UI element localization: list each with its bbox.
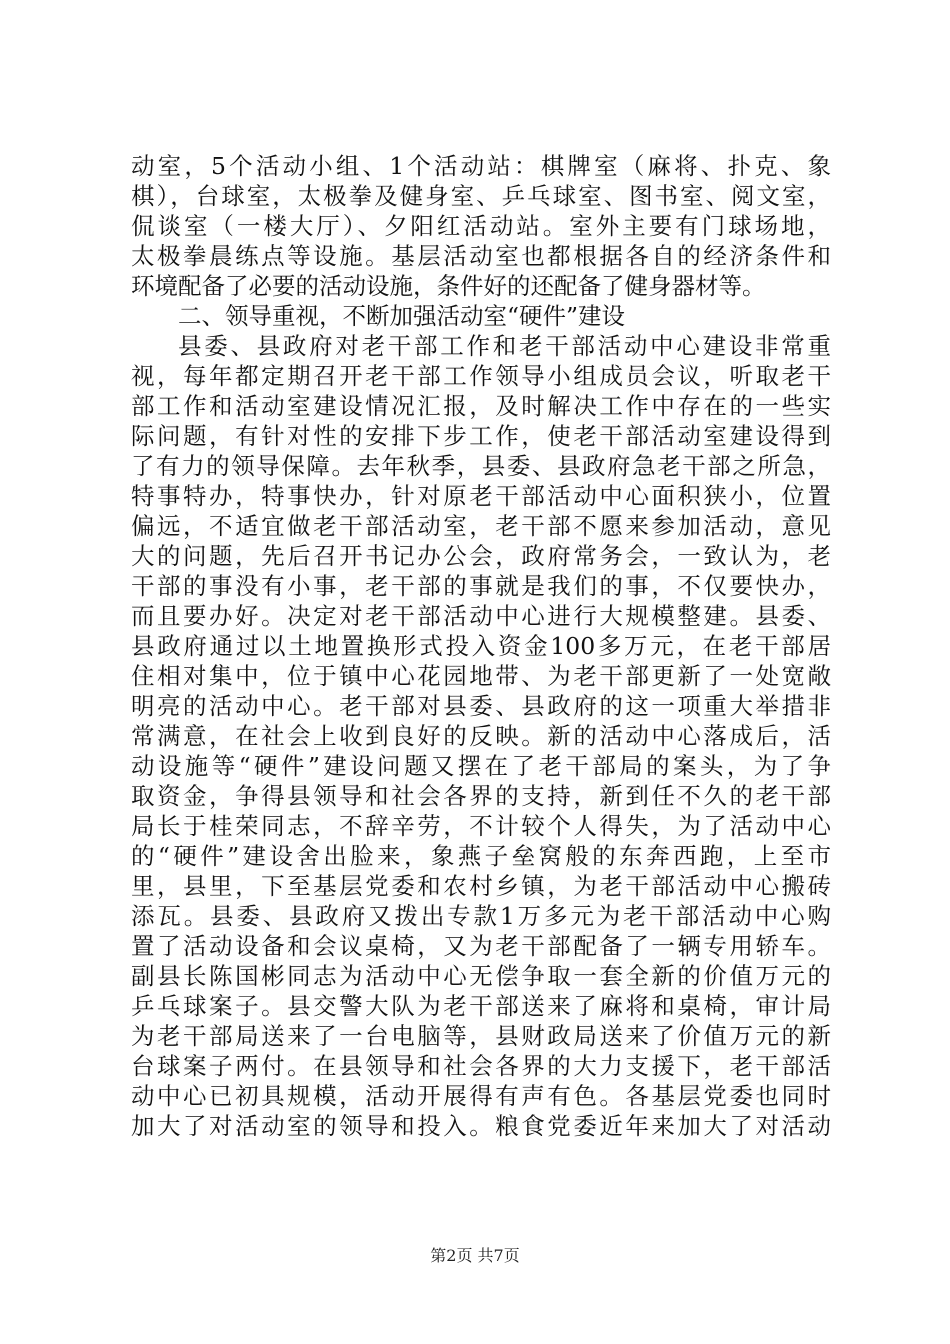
text-line: 棋），台球室，太极拳及健身室、乒乓球室、图书室、阅文室， [131, 182, 831, 210]
text-line: 明亮的活动中心。老干部对县委、县政府的这一项重大举措非 [131, 692, 831, 720]
text-line: 为老干部局送来了一台电脑等，县财政局送来了价值万元的新 [131, 1022, 831, 1050]
text-line: 而且要办好。决定对老干部活动中心进行大规模整建。县委、 [131, 602, 831, 630]
text-line: 乒乓球案子。县交警大队为老干部送来了麻将和桌椅，审计局 [131, 992, 831, 1020]
text-line: 加大了对活动室的领导和投入。粮食党委近年来加大了对活动 [131, 1112, 831, 1140]
text-line: 了有力的领导保障。去年秋季，县委、县政府急老干部之所急， [131, 452, 831, 480]
text-line: 县委、县政府对老干部工作和老干部活动中心建设非常重 [178, 332, 831, 360]
text-line: 部工作和活动室建设情况汇报，及时解决工作中存在的一些实 [131, 392, 831, 420]
text-line: 局长于桂荣同志，不辞辛劳，不计较个人得失，为了活动中心 [131, 812, 831, 840]
text-line: 县政府通过以土地置换形式投入资金100多万元，在老干部居 [131, 632, 831, 660]
text-line: 侃谈室（一楼大厅）、夕阳红活动站。室外主要有门球场地， [131, 212, 831, 240]
text-line: 的“硬件”建设舍出脸来，象燕子垒窝般的东奔西跑，上至市 [131, 842, 831, 870]
section-heading: 二、领导重视，不断加强活动室“硬件”建设 [178, 302, 626, 330]
text-line: 视，每年都定期召开老干部工作领导小组成员会议，听取老干 [131, 362, 831, 390]
text-line: 住相对集中，位于镇中心花园地带、为老干部更新了一处宽敞 [131, 662, 831, 690]
text-line: 太极拳晨练点等设施。基层活动室也都根据各自的经济条件和 [131, 242, 831, 270]
text-line: 常满意，在社会上收到良好的反映。新的活动中心落成后，活 [131, 722, 831, 750]
text-line: 动室，5个活动小组、1个活动站：棋牌室（麻将、扑克、象 [131, 152, 831, 180]
text-line: 置了活动设备和会议桌椅，又为老干部配备了一辆专用轿车。 [131, 932, 831, 960]
text-line: 环境配备了必要的活动设施，条件好的还配备了健身器材等。 [131, 272, 766, 300]
document-body [131, 151, 831, 1141]
text-line: 偏远，不适宜做老干部活动室，老干部不愿来参加活动，意见 [131, 512, 831, 540]
text-line: 里，县里，下至基层党委和农村乡镇，为老干部活动中心搬砖 [131, 872, 831, 900]
text-line: 动设施等“硬件”建设问题又摆在了老干部局的案头，为了争 [131, 752, 831, 780]
text-line: 添瓦。县委、县政府又拨出专款1万多元为老干部活动中心购 [131, 902, 831, 930]
text-line: 大的问题，先后召开书记办公会，政府常务会，一致认为，老 [131, 542, 831, 570]
text-line: 动中心已初具规模，活动开展得有声有色。各基层党委也同时 [131, 1082, 831, 1110]
text-line: 台球案子两付。在县领导和社会各界的大力支援下，老干部活 [131, 1052, 831, 1080]
text-line: 干部的事没有小事，老干部的事就是我们的事，不仅要快办， [131, 572, 831, 600]
text-line: 取资金，争得县领导和社会各界的支持，新到任不久的老干部 [131, 782, 831, 810]
text-line: 际问题，有针对性的安排下步工作，使老干部活动室建设得到 [131, 422, 831, 450]
text-line: 副县长陈国彬同志为活动中心无偿争取一套全新的价值万元的 [131, 962, 831, 990]
text-line: 特事特办，特事快办，针对原老干部活动中心面积狭小，位置 [131, 482, 831, 510]
page-number-footer: 第2页 共7页 [430, 1246, 520, 1265]
